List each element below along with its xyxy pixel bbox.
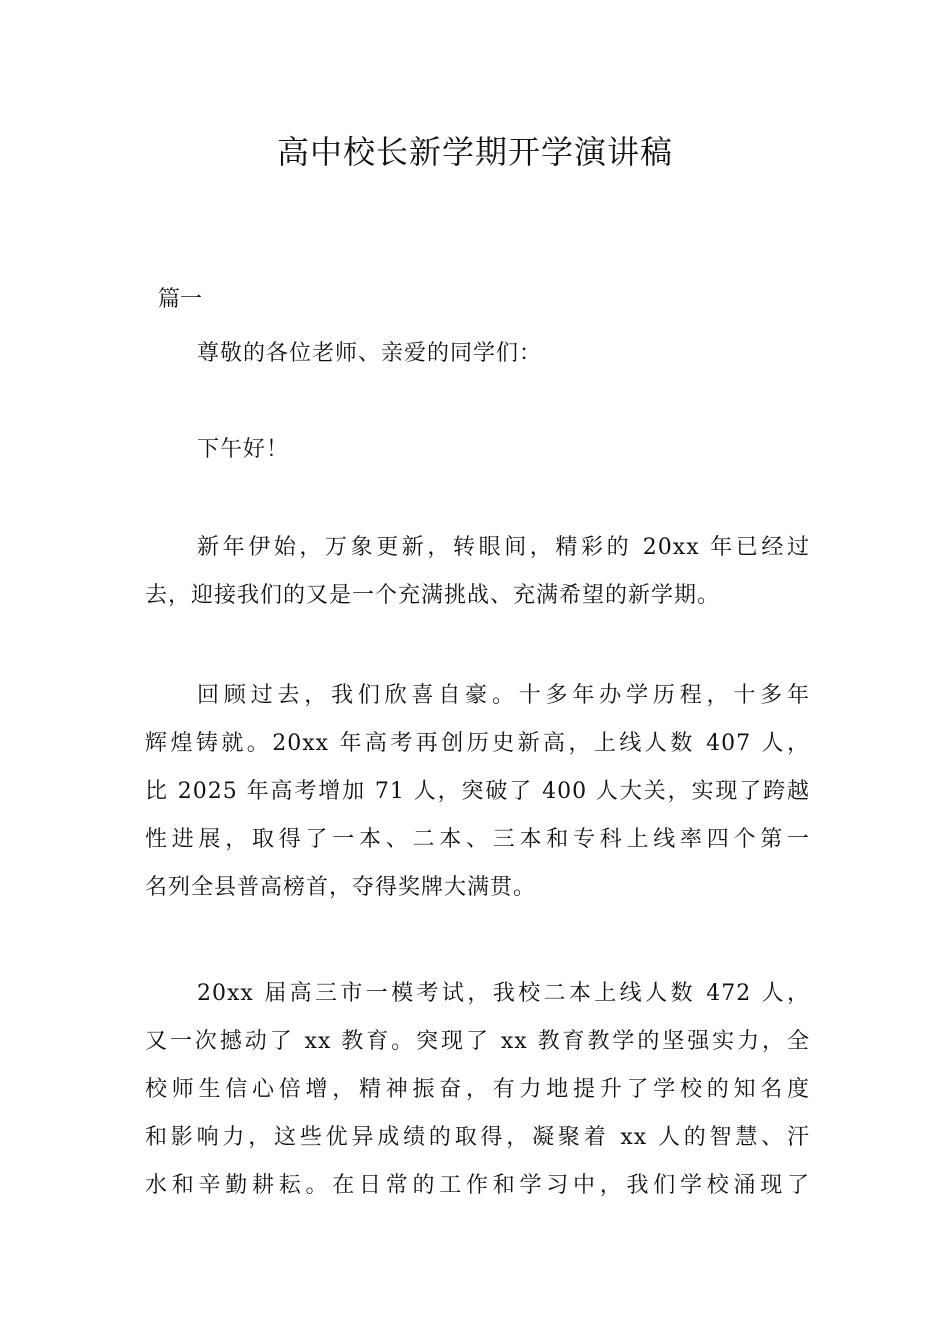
greeting-line: 下午好！ xyxy=(197,437,290,462)
paragraph-line: 回顾过去，我们欣喜自豪。十多年办学历程，十多年 xyxy=(197,683,810,708)
paragraph-line: 新年伊始，万象更新，转眼间，精彩的 20xx 年已经过 xyxy=(197,535,810,560)
paragraph-line: 去，迎接我们的又是一个充满挑战、充满希望的新学期。 xyxy=(145,583,721,608)
paragraph-line: 名列全县普高榜首，夺得奖牌大满贯。 xyxy=(145,875,537,900)
paragraph-line: 和影响力，这些优异成绩的取得，凝聚着 xx 人的智慧、汗 xyxy=(145,1125,810,1150)
document-title: 高中校长新学期开学演讲稿 xyxy=(276,133,673,171)
paragraph-line: 水和辛勤耕耘。在日常的工作和学习中，我们学校涌现了 xyxy=(145,1173,810,1198)
section-label: 篇一 xyxy=(158,287,203,312)
paragraph-2 xyxy=(145,672,810,912)
paragraph-line: 又一次撼动了 xx 教育。突现了 xx 教育教学的坚强实力，全 xyxy=(145,1029,810,1054)
paragraph-1 xyxy=(145,524,810,620)
paragraph-line: 20xx 届高三市一模考试，我校二本上线人数 472 人， xyxy=(197,981,810,1006)
paragraph-line: 性进展，取得了一本、二本、三本和专科上线率四个第一 xyxy=(145,827,810,852)
salutation-line: 尊敬的各位老师、亲爱的同学们： xyxy=(197,341,543,366)
greeting-paragraph xyxy=(145,426,810,474)
paragraph-line: 辉煌铸就。20xx 年高考再创历史新高，上线人数 407 人， xyxy=(145,731,810,756)
paragraph-line: 比 2025 年高考增加 71 人，突破了 400 人大关，实现了跨越 xyxy=(145,779,810,804)
salutation-paragraph xyxy=(145,330,810,378)
paragraph-line: 校师生信心倍增，精神振奋，有力地提升了学校的知名度 xyxy=(145,1077,810,1102)
paragraph-3 xyxy=(145,970,810,1210)
